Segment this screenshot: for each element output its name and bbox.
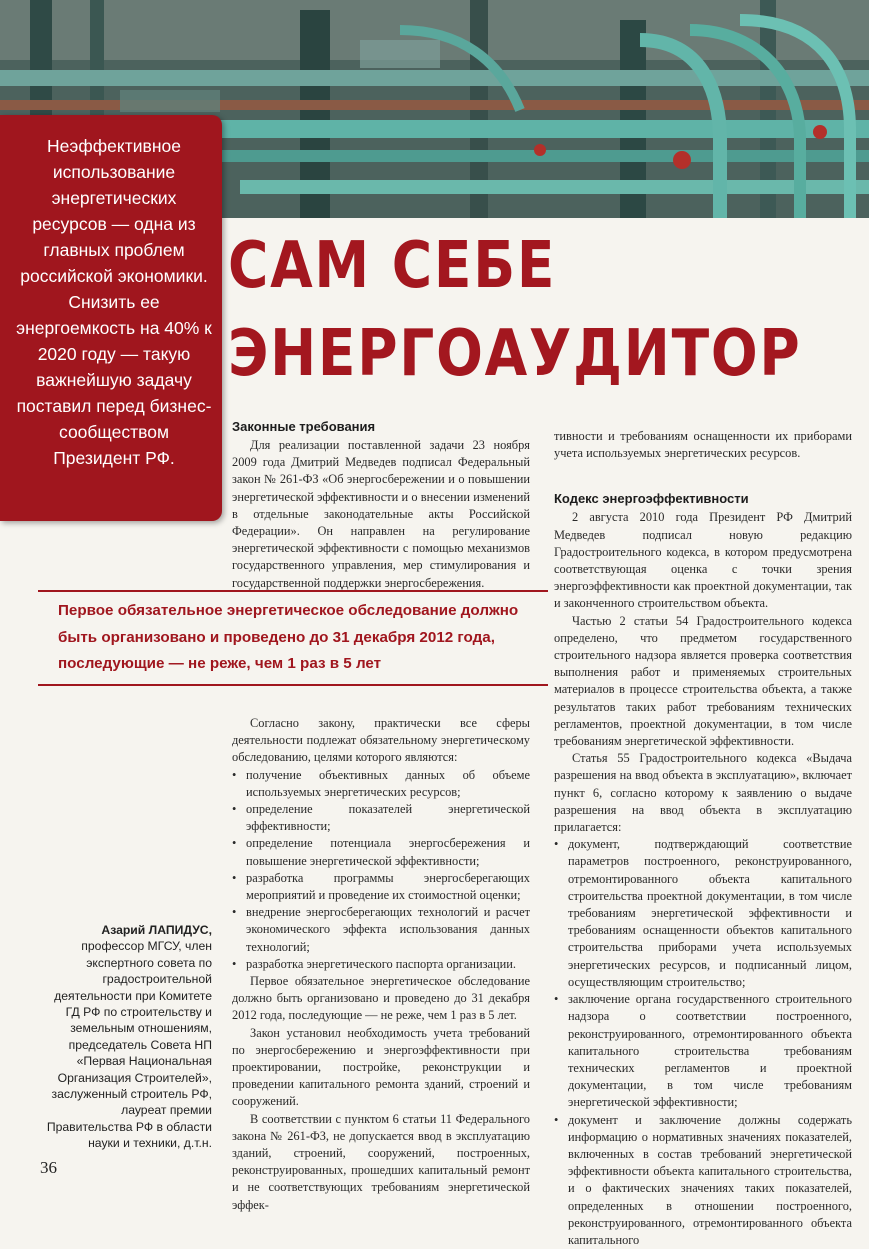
- list-item: • определение потенциала энергосбережения и повышение энергетической эффективности;: [232, 835, 530, 869]
- list-item: • разработка энергетического паспорта организации.: [232, 956, 530, 973]
- audit-intro: Согласно закону, практически все сферы деятельности подлежат обязательному энергетическому обследованию, целями которого являются:: [232, 716, 530, 765]
- headline-line-1: САМ СЕБЕ: [228, 229, 557, 303]
- list-item: • разработка программы энергосберегающих мероприятий и проведение их стоимостной оценки;: [232, 870, 530, 904]
- article-headline: [228, 222, 802, 398]
- author-name: Азарий ЛАПИДУС,: [101, 923, 212, 937]
- continuation-text: тивности и требованиям оснащенности их приборами учета используемых энергетических ресурсов.: [554, 429, 852, 461]
- audit-goals-list: [232, 767, 530, 973]
- headline-line-2: ЭНЕРГОАУДИТОР: [228, 317, 802, 391]
- pull-quote-text: Первое обязательное энергетическое обследование должно быть организовано и проведено до 31 декабря 2012 года, последующие — не реже, чем 1 раз в 5 лет: [58, 602, 519, 672]
- list-item: • документ и заключение должны содержать информацию о нормативных значениях показателей, включенных в состав требований энергетической эффективности объекта капитального строительства, и о фактических значениях таких показателей, определенных в отношении построенного, реконструированного, отремонтированного объекта капитального: [554, 1112, 852, 1249]
- column-efficiency-code: [554, 428, 852, 1249]
- list-item: • определение показателей энергетической эффективности;: [232, 801, 530, 835]
- list-item: • документ, подтверждающий соответствие параметров построенного, реконструированного, отремонтированного объекта капитального строительства проектной документации, в том числе требованиям энергетической эффективности и требованиям оснащенности объектов капитального строительства приборами учета используемых энергетических ресурсов, и подписанный лицом, осуществляющим строительство;: [554, 836, 852, 991]
- lead-text: Неэффективное использование энергетических ресурсов — одна из главных проблем российской экономики. Снизить ее энергоемкость на 40% к 2020 году — такую важнейшую задачу поставил перед бизнес-сообществом Президент РФ.: [16, 136, 212, 468]
- section-heading-code: Кодекс энергоэффективности: [554, 491, 749, 507]
- author-credentials: профессор МГСУ, член экспертного совета по градостроительной деятельности при Комитете ГД РФ по строительству и земельным отношениям, председатель Совета НП «Первая Национальная Организация Строителей», заслуженный строитель РФ, лауреат премии Правительства РФ в области науки и техники, д.т.н.: [46, 939, 212, 1151]
- list-item: • заключение органа государственного строительного надзора о соответствии построенного, реконструированного, отремонтированного объекта капитального строительства требованиям технических регламентов и проектной документации, в том числе требованиям энергетической эффективности;: [554, 991, 852, 1111]
- page-number: 36: [40, 1158, 57, 1177]
- pull-quote: [38, 590, 548, 686]
- permit-documents-list: [554, 836, 852, 1249]
- section-legal-paragraph: Для реализации поставленной задачи 23 ноября 2009 года Дмитрий Медведев подписал Федеральный закон № 261-ФЗ «Об энергосбережении и о повышении энергетической эффективности и о внесении изменений в отдельные законодательные акты Российской Федерации». Он направлен на регулирование энергетической эффективности с помощью механизмов государственного управления, мер стимулирования и государственной поддержки энергосбережения.: [232, 438, 530, 590]
- paragraph: Первое обязательное энергетическое обследование должно быть организовано и проведено до 31 декабря 2012 года, последующие — не реже, чем 1 раз в 5 лет.: [232, 974, 530, 1023]
- paragraph: В соответствии с пунктом 6 статьи 11 Федерального закона № 261-ФЗ, не допускается ввод в эксплуатацию зданий, строений, сооружений, построенных, реконструированных, прошедших капитальный ремонт и не соответствующих требованиям энергетической эффек-: [232, 1111, 530, 1212]
- paragraph: Закон установил необходимость учета требований по энергосбережению и энергоэффективности при проектировании, постройке, реконструкции и проведении капитального ремонта зданий, строений и сооружений.: [232, 1025, 530, 1109]
- column-audit-goals: [232, 715, 530, 1214]
- list-item: • внедрение энергосберегающих технологий и расчет экономического эффекта использования данных технологий;: [232, 904, 530, 956]
- list-item: • получение объективных данных об объеме используемых энергетических ресурсов;: [232, 767, 530, 801]
- paragraph: 2 августа 2010 года Президент РФ Дмитрий Медведев подписал новую редакцию Градостроительного кодекса, в котором предусмотрена соответствующая оценка с точки зрения энергоэффективности как проектной документации, так и законченного строительством объекта.: [554, 510, 852, 611]
- paragraph: Статья 55 Градостроительного кодекса «Выдача разрешения на ввод объекта в эксплуатацию», включает пункт 6, согласно которому к заявлению о выдаче разрешения на ввод объекта в эксплуатацию прилагается:: [554, 751, 852, 835]
- section-legal-requirements: [232, 418, 530, 592]
- author-bio: [40, 922, 212, 1152]
- section-heading-legal: Законные требования: [232, 419, 376, 434]
- paragraph: Частью 2 статьи 54 Градостроительного кодекса определено, что предметом государственного строительного надзора является проверка соответствия выполнения работ и применяемых строительных материалов в процессе строительства объекта, а также результатов таких работ требованиям технических регламентов, проектной документации, в том числе требованиям энергетической эффективности.: [554, 613, 852, 749]
- lead-box: [0, 115, 222, 521]
